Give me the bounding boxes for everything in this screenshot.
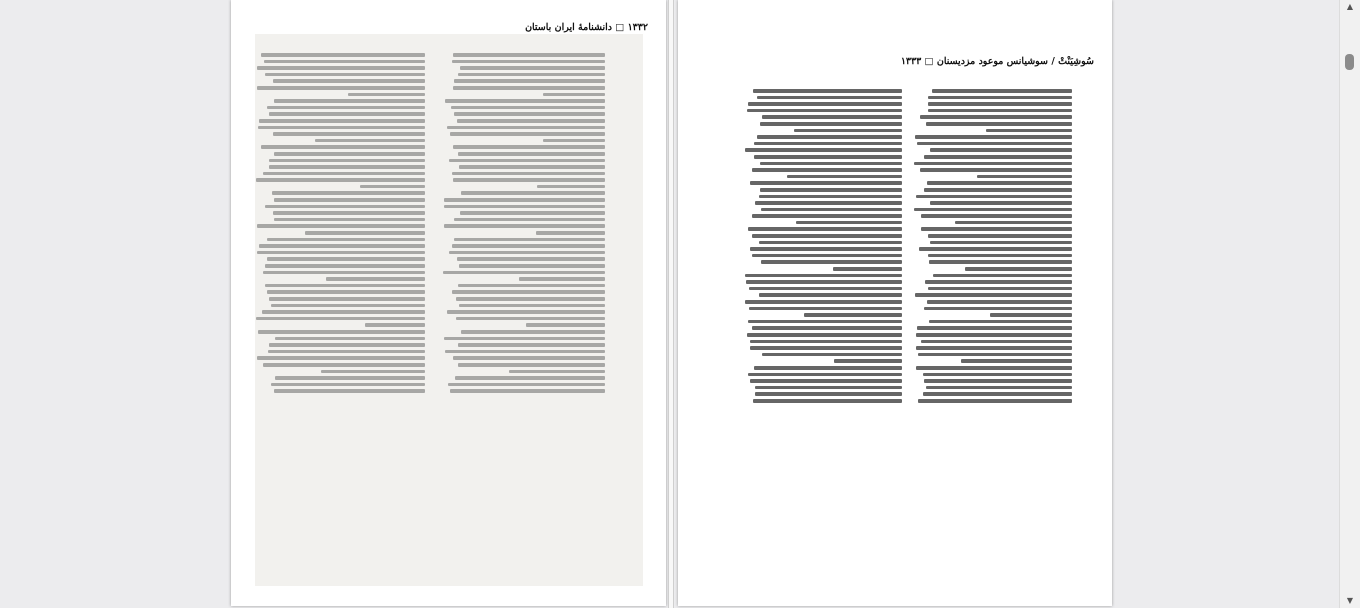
text-line xyxy=(453,53,605,57)
pdf-page-1332 xyxy=(231,0,666,606)
text-line xyxy=(315,139,425,143)
text-line xyxy=(257,86,425,90)
text-line xyxy=(761,208,902,212)
text-line xyxy=(453,178,605,182)
text-line xyxy=(750,181,902,185)
page-header: ۱۳۳۲ □ دانشنامهٔ ایران باستان xyxy=(525,22,648,33)
text-line xyxy=(923,392,1072,396)
text-line xyxy=(916,333,1072,337)
text-line xyxy=(454,79,605,83)
text-line xyxy=(273,79,425,83)
text-line xyxy=(927,300,1072,304)
text-line xyxy=(526,323,605,327)
text-line xyxy=(745,148,902,152)
text-line xyxy=(444,198,605,202)
text-line xyxy=(752,214,902,218)
text-line xyxy=(444,224,605,228)
text-line xyxy=(752,234,902,238)
text-line xyxy=(267,257,425,261)
text-line xyxy=(259,119,425,123)
text-line xyxy=(457,257,605,261)
text-line xyxy=(760,188,902,192)
text-line xyxy=(272,191,425,195)
text-line xyxy=(754,142,902,146)
text-line xyxy=(269,159,425,163)
text-line xyxy=(444,205,605,209)
text-column-left xyxy=(255,50,425,396)
text-line xyxy=(348,93,425,97)
text-line xyxy=(961,359,1072,363)
text-line xyxy=(745,274,902,278)
text-line xyxy=(265,264,425,268)
text-line xyxy=(267,238,425,242)
text-line xyxy=(804,313,902,317)
text-line xyxy=(454,218,605,222)
text-line xyxy=(263,363,425,367)
text-line xyxy=(757,135,902,139)
text-line xyxy=(257,251,425,255)
text-line xyxy=(754,366,902,370)
text-line xyxy=(458,363,605,367)
text-line xyxy=(257,66,425,70)
text-line xyxy=(932,89,1072,93)
text-line xyxy=(833,267,902,271)
text-line xyxy=(265,284,425,288)
text-line xyxy=(519,277,605,281)
text-line xyxy=(273,211,425,215)
text-line xyxy=(753,89,902,93)
text-line xyxy=(454,112,605,116)
text-line xyxy=(449,251,605,255)
text-line xyxy=(748,373,902,377)
text-line xyxy=(459,165,605,169)
text-line xyxy=(543,139,605,143)
text-line xyxy=(269,297,425,301)
text-line xyxy=(509,370,605,374)
text-line xyxy=(915,293,1072,297)
text-line xyxy=(274,389,425,393)
text-line xyxy=(750,340,902,344)
vertical-scrollbar[interactable] xyxy=(1339,0,1360,608)
text-line xyxy=(267,290,425,294)
text-line xyxy=(924,379,1072,383)
text-line xyxy=(269,165,425,169)
text-line xyxy=(928,109,1072,113)
text-column-left xyxy=(744,86,902,406)
text-line xyxy=(267,106,425,110)
text-line xyxy=(460,66,605,70)
text-line xyxy=(536,231,605,235)
text-line xyxy=(360,185,426,189)
scroll-up-arrow-icon[interactable]: ▲ xyxy=(1346,2,1354,11)
text-line xyxy=(927,181,1072,185)
text-line xyxy=(920,168,1072,172)
text-line xyxy=(461,330,605,334)
text-line xyxy=(755,392,902,396)
text-line xyxy=(443,271,605,275)
text-line xyxy=(834,359,902,363)
text-line xyxy=(752,168,902,172)
text-line xyxy=(762,115,902,119)
text-line xyxy=(919,247,1072,251)
text-line xyxy=(928,234,1073,238)
text-line xyxy=(918,399,1072,403)
text-line xyxy=(452,290,605,294)
text-line xyxy=(264,60,425,64)
text-line xyxy=(447,310,605,314)
text-line xyxy=(914,162,1072,166)
text-line xyxy=(930,241,1072,245)
text-line xyxy=(460,211,605,215)
text-line xyxy=(925,280,1072,284)
text-line xyxy=(924,155,1072,159)
text-line xyxy=(754,155,902,159)
text-line xyxy=(450,389,605,393)
text-line xyxy=(930,148,1072,152)
text-line xyxy=(274,152,425,156)
text-line xyxy=(459,304,605,308)
text-line xyxy=(457,119,605,123)
text-line xyxy=(920,115,1072,119)
text-line xyxy=(445,99,605,103)
text-line xyxy=(759,241,902,245)
text-line xyxy=(256,317,425,321)
text-line xyxy=(787,175,902,179)
text-line xyxy=(453,356,605,360)
text-line xyxy=(924,307,1072,311)
text-line xyxy=(753,399,902,403)
text-line xyxy=(923,373,1072,377)
text-line xyxy=(259,244,425,248)
text-line xyxy=(452,244,605,248)
text-column-right xyxy=(914,86,1072,406)
text-line xyxy=(269,112,425,116)
text-line xyxy=(914,208,1072,212)
text-line xyxy=(461,191,605,195)
text-line xyxy=(926,122,1072,126)
text-column-right xyxy=(443,50,605,396)
text-line xyxy=(928,287,1072,291)
text-line xyxy=(269,343,425,347)
text-line xyxy=(275,337,425,341)
text-line xyxy=(263,172,425,176)
text-line xyxy=(915,135,1072,139)
text-line xyxy=(449,159,605,163)
text-line xyxy=(456,297,605,301)
pdf-page-1333 xyxy=(678,0,1112,606)
text-line xyxy=(268,350,425,354)
text-line xyxy=(453,145,605,149)
text-line xyxy=(274,198,425,202)
scroll-down-arrow-icon[interactable]: ▼ xyxy=(1346,596,1354,605)
text-line xyxy=(794,129,902,133)
text-line xyxy=(921,214,1072,218)
text-line xyxy=(929,320,1072,324)
text-line xyxy=(928,254,1072,258)
text-line xyxy=(965,267,1072,271)
text-line xyxy=(929,260,1072,264)
text-line xyxy=(261,53,425,57)
text-line xyxy=(749,287,902,291)
page-header: سُوشِیَنْتْ / سوشیانس موعود مزدیسنان □ ۱۳۳۳ xyxy=(900,56,1094,67)
text-line xyxy=(977,175,1072,179)
text-line xyxy=(757,96,902,100)
text-line xyxy=(537,185,605,189)
text-line xyxy=(750,379,902,383)
text-line xyxy=(916,366,1072,370)
text-line xyxy=(452,60,605,64)
text-line xyxy=(926,386,1072,390)
text-line xyxy=(458,343,605,347)
text-line xyxy=(459,264,605,268)
text-line xyxy=(762,353,902,357)
text-line xyxy=(990,313,1072,317)
scrollbar-thumb[interactable] xyxy=(1345,54,1354,70)
text-line xyxy=(271,383,425,387)
text-line xyxy=(263,271,425,275)
text-line xyxy=(261,145,425,149)
text-line xyxy=(746,280,902,284)
text-line xyxy=(275,376,425,380)
text-line xyxy=(258,126,425,130)
text-line xyxy=(458,284,605,288)
text-line xyxy=(257,356,425,360)
page-gutter xyxy=(668,0,674,608)
text-line xyxy=(955,221,1072,225)
text-line xyxy=(760,162,903,166)
text-line xyxy=(258,330,425,334)
text-line xyxy=(755,201,902,205)
text-line xyxy=(748,227,902,231)
text-line xyxy=(747,109,902,113)
text-line xyxy=(321,370,425,374)
text-line xyxy=(917,326,1072,330)
text-line xyxy=(455,376,605,380)
text-line xyxy=(921,340,1072,344)
text-line xyxy=(543,93,605,97)
text-line xyxy=(271,304,425,308)
text-line xyxy=(747,333,902,337)
text-line xyxy=(750,346,902,350)
text-line xyxy=(257,224,425,228)
text-line xyxy=(445,350,605,354)
text-line xyxy=(274,218,425,222)
text-line xyxy=(454,238,605,242)
text-line xyxy=(921,227,1072,231)
text-line xyxy=(456,317,605,321)
text-line xyxy=(933,274,1073,278)
text-line xyxy=(451,106,605,110)
text-line xyxy=(447,126,605,130)
text-line xyxy=(924,188,1072,192)
text-line xyxy=(748,320,902,324)
text-line xyxy=(444,337,605,341)
text-line xyxy=(930,201,1072,205)
text-line xyxy=(749,307,902,311)
text-line xyxy=(918,353,1072,357)
text-line xyxy=(916,346,1072,350)
text-line xyxy=(917,142,1072,146)
text-line xyxy=(760,122,902,126)
text-line xyxy=(262,310,425,314)
text-line xyxy=(928,96,1072,100)
text-line xyxy=(450,132,605,136)
text-line xyxy=(305,231,425,235)
text-line xyxy=(986,129,1072,133)
text-line xyxy=(265,205,425,209)
text-line xyxy=(273,132,425,136)
text-line xyxy=(748,102,902,106)
text-line xyxy=(326,277,425,281)
text-line xyxy=(256,178,425,182)
text-line xyxy=(750,247,902,251)
text-line xyxy=(752,326,902,330)
text-line xyxy=(265,73,425,77)
text-line xyxy=(365,323,425,327)
text-line xyxy=(796,221,902,225)
text-line xyxy=(761,260,902,264)
text-line xyxy=(458,73,605,77)
text-line xyxy=(448,383,605,387)
text-line xyxy=(916,195,1072,199)
text-line xyxy=(745,300,902,304)
text-line xyxy=(453,86,605,90)
text-line xyxy=(755,386,902,390)
text-line xyxy=(759,195,902,199)
text-line xyxy=(752,254,902,258)
text-line xyxy=(928,102,1072,106)
text-line xyxy=(274,99,425,103)
text-line xyxy=(759,293,902,297)
text-line xyxy=(458,152,605,156)
text-line xyxy=(452,172,605,176)
